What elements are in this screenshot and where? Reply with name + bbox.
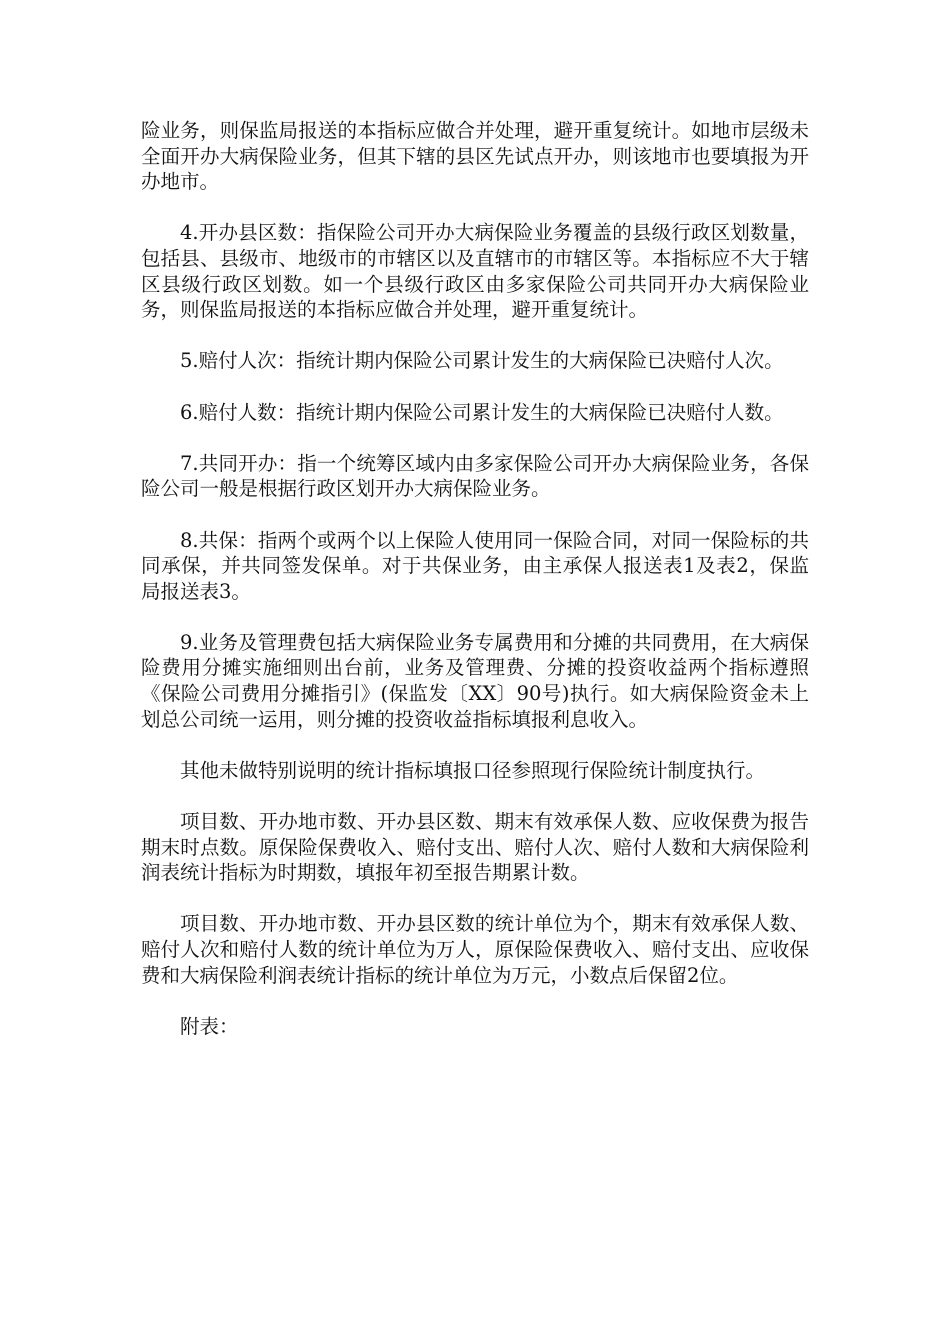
paragraph-item-5: 5.赔付人次：指统计期内保险公司累计发生的大病保险已决赔付人次。 (180, 349, 784, 373)
paragraph-units: 项目数、开办地市数、开办县区数的统计单位为个，期末有效承保人数、赔付人次和赔付人数的统计单位为万人，原保险保费收入、赔付支出、应收保费和大病保险利润表统计指标的统计单位为万元，小数点后保留2位。 (141, 912, 809, 987)
paragraph-item-8: 8.共保：指两个或两个以上保险人使用同一保险合同，对同一保险标的共同承保，并共同签发保单。对于共保业务，由主承保人报送表1及表2，保监局报送表3。 (141, 528, 809, 603)
paragraph-item-6: 6.赔付人数：指统计期内保险公司累计发生的大病保险已决赔付人数。 (180, 400, 784, 424)
paragraph-continuation: 险业务，则保监局报送的本指标应做合并处理，避开重复统计。如地市层级未全面开办大病保险业务，但其下辖的县区先试点开办，则该地市也要填报为开办地市。 (141, 119, 809, 194)
paragraph-other-indicators: 其他未做特别说明的统计指标填报口径参照现行保险统计制度执行。 (180, 758, 766, 782)
paragraph-item-4: 4.开办县区数：指保险公司开办大病保险业务覆盖的县级行政区划数量，包括县、县级市、地级市的市辖区以及直辖市的市辖区等。本指标应不大于辖区县级行政区划数。如一个县级行政区由多家保险公司共同开办大病保险业务，则保监局报送的本指标应做合并处理，避开重复统计。 (141, 221, 809, 322)
paragraph-appendix: 附表： (180, 1014, 239, 1038)
paragraph-item-9: 9.业务及管理费包括大病保险业务专属费用和分摊的共同费用，在大病保险费用分摊实施细则出台前，业务及管理费、分摊的投资收益两个指标遵照《保险公司费用分摊指引》(保监发〔XX〕90号)执行。如大病保险资金未上划总公司统一运用，则分摊的投资收益指标填报利息收入。 (141, 630, 809, 731)
paragraph-time-point: 项目数、开办地市数、开办县区数、期末有效承保人数、应收保费为报告期末时点数。原保险保费收入、赔付支出、赔付人次、赔付人数和大病保险利润表统计指标为时期数，填报年初至报告期累计数。 (141, 810, 809, 885)
paragraph-item-7: 7.共同开办：指一个统筹区域内由多家保险公司开办大病保险业务，各保险公司一般是根据行政区划开办大病保险业务。 (141, 451, 809, 501)
document-body (141, 118, 809, 1065)
